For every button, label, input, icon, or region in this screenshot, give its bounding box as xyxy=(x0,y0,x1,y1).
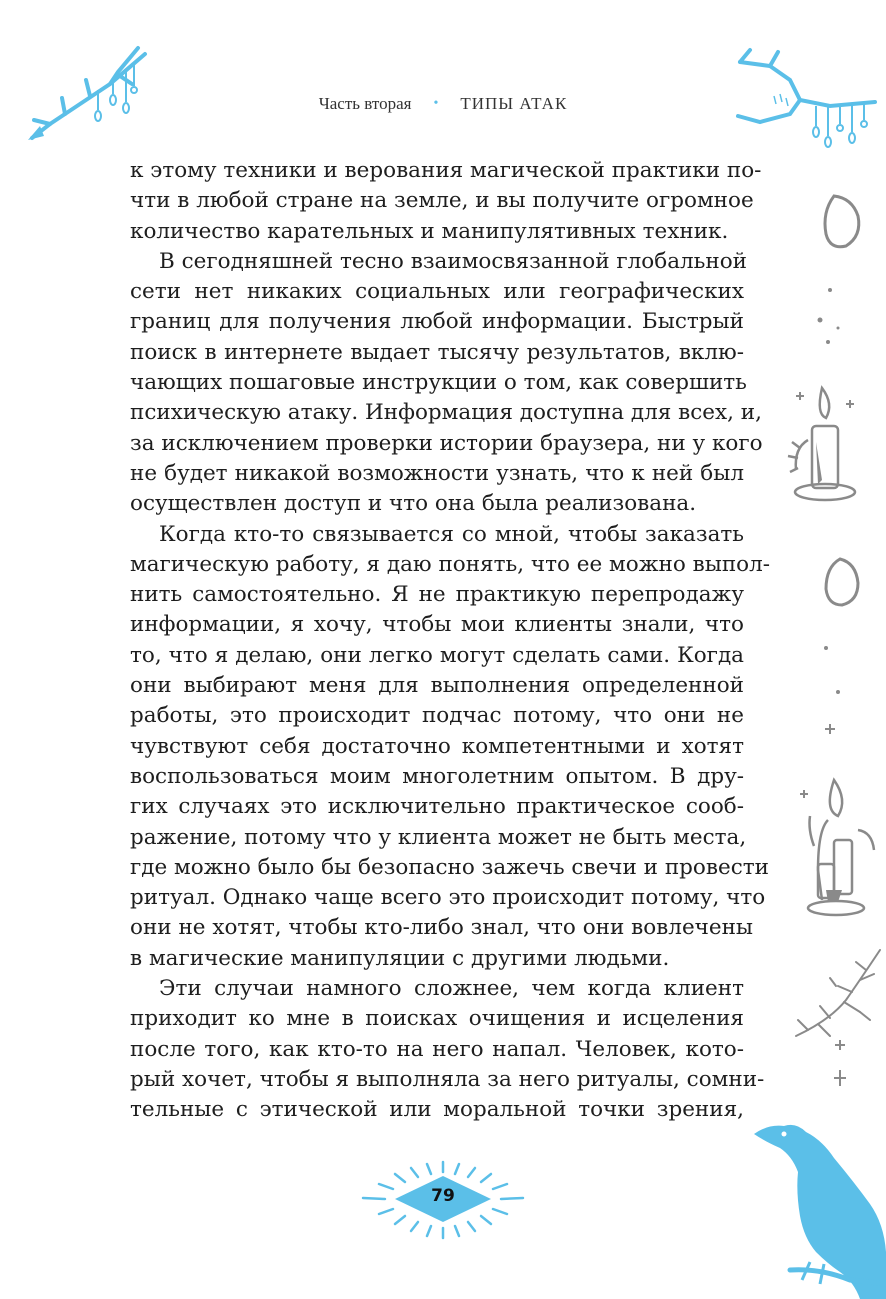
text-line: где можно было бы безопасно зажечь свечи и провести xyxy=(130,854,769,880)
text-line: приходит ко мне в поисках очищения и исцеления xyxy=(130,1006,744,1032)
text-line: за исключением проверки истории браузера, ни у кого xyxy=(130,430,763,456)
twig-icon xyxy=(790,940,886,1050)
header-part: Часть вторая xyxy=(318,94,412,113)
header-separator: • xyxy=(433,96,439,111)
text-line: воспользоваться моим многолетним опытом. В дру- xyxy=(130,763,744,789)
crystal-icon xyxy=(818,555,868,610)
text-line: поиск в интернете выдает тысячу результатов, вклю- xyxy=(130,339,744,365)
text-line: чувствуют себя достаточно компетентными и хотят xyxy=(130,733,744,759)
text-line: после того, как кто-то на него напал. Человек, кото- xyxy=(130,1036,744,1062)
text-line: нить самостоятельно. Я не практикую перепродажу xyxy=(130,582,744,608)
text-line: рый хочет, чтобы я выполняла за него ритуалы, сомни- xyxy=(130,1066,765,1092)
text-line: в магические манипуляции с другими людьми. xyxy=(130,945,670,971)
text-line: сети нет никаких социальных или географических xyxy=(130,279,744,305)
sparkle-dots-icon xyxy=(812,640,852,750)
text-line: гих случаях это исключительно практическое сооб- xyxy=(130,794,744,820)
text-line: магическую работу, я даю понять, что ее можно выпол- xyxy=(130,551,771,577)
sparkle-icon xyxy=(830,1068,850,1088)
text-line: Эти случаи намного сложнее, чем когда клиент xyxy=(159,976,744,1002)
text-line: информации, я хочу, чтобы мои клиенты знали, что xyxy=(130,612,744,638)
text-line: то, что я делаю, они легко могут сделать сами. Когда xyxy=(130,642,744,668)
text-line: ритуал. Однако чаще всего это происходит потому, что xyxy=(130,885,766,911)
text-line: количество карательных и манипулятивных техник. xyxy=(130,218,729,244)
text-line: не будет никакой возможности узнать, что к ней был xyxy=(130,460,744,486)
paragraph xyxy=(130,247,763,520)
sparkle-dots-icon xyxy=(810,280,860,350)
body-text xyxy=(130,156,771,1126)
text-line: границ для получения любой информации. Быстрый xyxy=(130,309,744,335)
text-line: чти в любой стране на земле, и вы получите огромное xyxy=(130,188,754,214)
candles-icon xyxy=(788,770,886,920)
text-line: психическую атаку. Информация доступна для всех, и, xyxy=(130,400,762,426)
text-line: Когда кто-то связывается со мной, чтобы заказать xyxy=(159,521,744,547)
text-line: В сегодняшней тесно взаимосвязанной глобальной xyxy=(159,248,747,274)
text-line: ражение, потому что у клиента может не быть места, xyxy=(130,824,747,850)
crystal-icon xyxy=(818,192,868,252)
running-header xyxy=(0,94,886,114)
text-line: осуществлен доступ и что она была реализована. xyxy=(130,491,697,517)
text-line: они выбирают меня для выполнения определенной xyxy=(130,673,744,699)
paragraph xyxy=(130,156,762,247)
paragraph xyxy=(130,520,771,974)
text-line: чающих пошаговые инструкции о том, как совершить xyxy=(130,370,747,396)
text-line: к этому техники и верования магической практики по- xyxy=(130,158,762,183)
page-number: 79 xyxy=(431,1186,455,1206)
header-section: ТИПЫ АТАК xyxy=(460,94,568,113)
paragraph xyxy=(130,974,765,1125)
text-line: тельные с этической или моральной точки зрения, xyxy=(130,1097,744,1123)
text-line: работы, это происходит подчас потому, что они не xyxy=(130,703,744,729)
text-line: они не хотят, чтобы кто-либо знал, что они вовлечены xyxy=(130,915,754,941)
candle-icon xyxy=(782,370,872,510)
